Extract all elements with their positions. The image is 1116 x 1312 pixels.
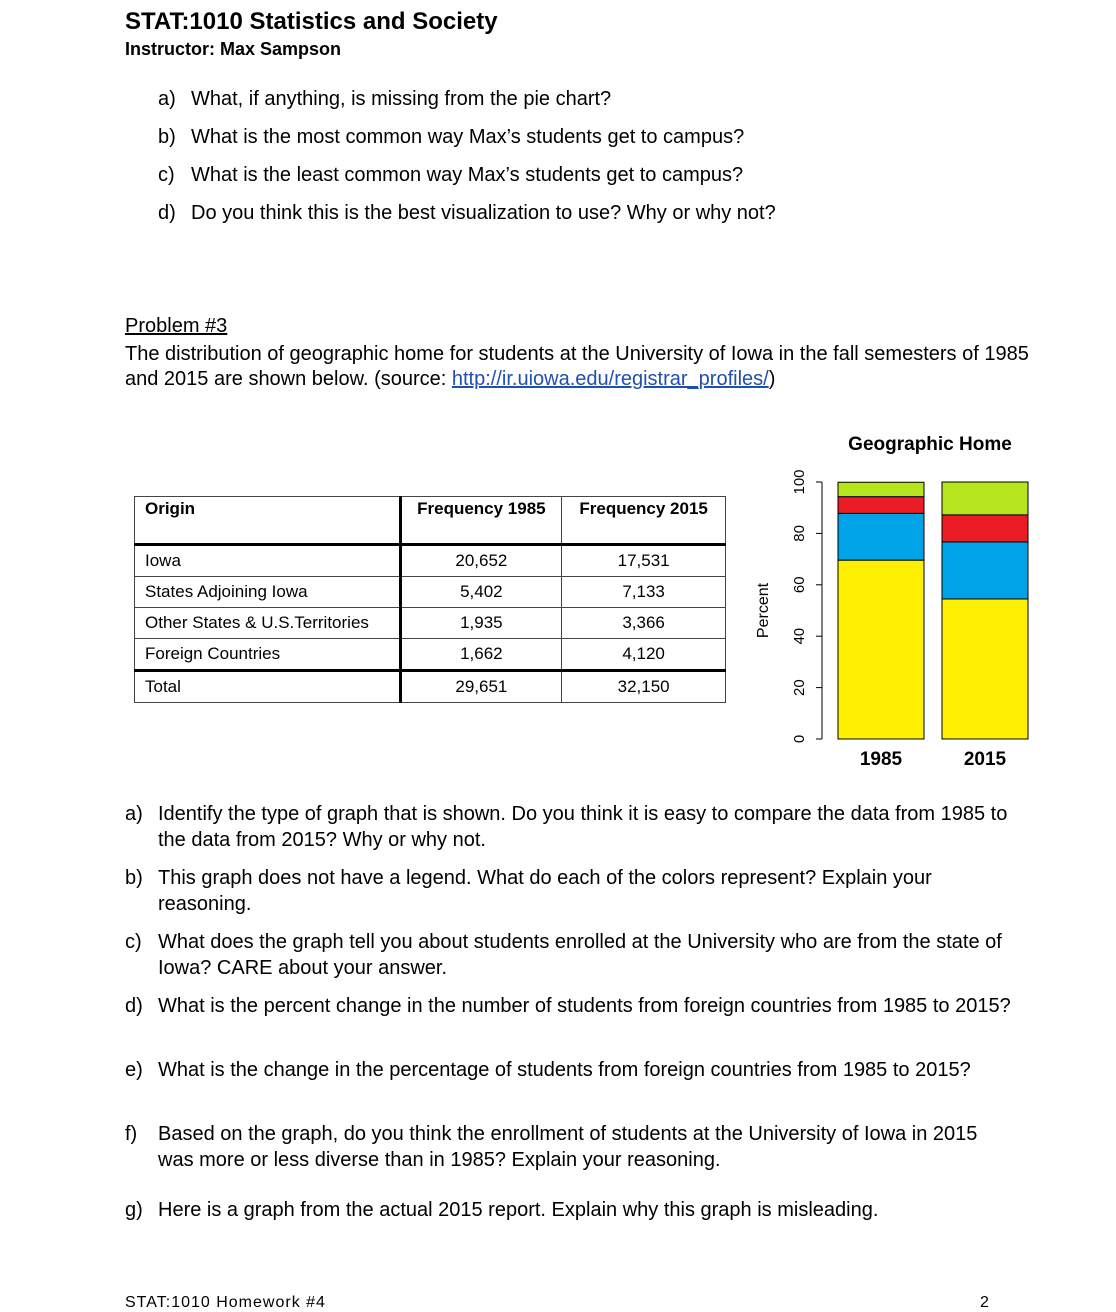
table-row: [135, 639, 726, 671]
table-header-origin: Origin: [135, 497, 401, 545]
y-tick-label: 20: [791, 679, 808, 696]
bar-segment-foreign-countries-1985: [838, 482, 924, 496]
chart-title: Geographic Home: [848, 434, 1012, 455]
table-cell-2015: 17,531: [562, 545, 726, 577]
question-label: f): [125, 1123, 138, 1145]
y-tick-label: 40: [791, 627, 808, 645]
table-cell-2015: 3,366: [562, 608, 726, 639]
problem-description: [125, 342, 1065, 392]
question-label: a): [125, 803, 143, 825]
table-cell-1985: 20,652: [400, 545, 562, 577]
bar-segment-other-states-u-s-territories-1985: [838, 497, 924, 514]
prev-question-text: What, if anything, is missing from the pie chart?: [191, 88, 612, 110]
prev-question-text: Do you think this is the best visualization to use? Why or why not?: [191, 202, 776, 224]
frequency-table: [134, 496, 726, 703]
footer-course: STAT:1010 Homework #4: [125, 1294, 326, 1311]
y-tick-label: 80: [791, 525, 808, 542]
bar-segment-foreign-countries-2015: [942, 482, 1028, 515]
page-number: 2: [980, 1294, 989, 1311]
table-row: [135, 545, 726, 577]
problem-title: Problem #3: [125, 315, 228, 337]
prev-question-label: d): [158, 202, 176, 224]
bar-segment-iowa-2015: [942, 599, 1028, 739]
y-tick-label: 100: [791, 469, 808, 495]
question-text: Based on the graph, do you think the enrollment of students at the University of Iowa in 2015 was more or less diverse than in 1985? Explain your reasoning.: [158, 1123, 978, 1171]
prev-question-text: What is the most common way Max’s students get to campus?: [191, 126, 745, 148]
table-cell-origin: Foreign Countries: [135, 639, 401, 671]
table-cell-2015: 7,133: [562, 577, 726, 608]
question-label: g): [125, 1199, 143, 1221]
course-title: STAT:1010 Statistics and Society: [125, 8, 498, 35]
table-cell-origin: Total: [135, 671, 401, 703]
table-cell-origin: Other States & U.S.Territories: [135, 608, 401, 639]
problem-description-text: The distribution of geographic home for students at the University of Iowa in the fall semesters of 1985 and 2015 are shown below. (source:: [125, 343, 1029, 390]
question-text: What is the percent change in the number of students from foreign countries from 1985 to 2015?: [158, 995, 1011, 1017]
prev-question-label: c): [158, 164, 175, 186]
question-label: b): [125, 867, 143, 889]
instructor-name: Instructor: Max Sampson: [125, 39, 342, 59]
x-category-label: 2015: [963, 749, 1007, 770]
problem-description-end: ): [768, 368, 776, 390]
table-cell-1985: 5,402: [400, 577, 562, 608]
bar-segment-other-states-u-s-territories-2015: [942, 515, 1028, 542]
table-row: [135, 577, 726, 608]
y-axis-label: Percent: [755, 582, 772, 639]
table-cell-origin: Iowa: [135, 545, 401, 577]
bar-segment-iowa-1985: [838, 560, 924, 739]
table-cell-1985: 1,662: [400, 639, 562, 671]
question-text: Here is a graph from the actual 2015 report. Explain why this graph is misleading.: [158, 1199, 879, 1221]
question-text: What is the change in the percentage of students from foreign countries from 1985 to 2015?: [158, 1059, 971, 1081]
question-text: Identify the type of graph that is shown. Do you think it is easy to compare the data from 1985 to the data from 2015? Why or why not.: [158, 803, 1008, 851]
table-cell-2015: 32,150: [562, 671, 726, 703]
prev-question-text: What is the least common way Max’s students get to campus?: [191, 164, 744, 186]
x-category-label: 1985: [859, 749, 903, 770]
question-label: d): [125, 995, 143, 1017]
bar-segment-states-adjoining-iowa-1985: [838, 513, 924, 560]
table-cell-origin: States Adjoining Iowa: [135, 577, 401, 608]
table-cell-1985: 29,651: [400, 671, 562, 703]
question-text: What does the graph tell you about students enrolled at the University who are from the state of Iowa? CARE about your answer.: [158, 931, 1002, 979]
prev-question-label: b): [158, 126, 176, 148]
table-cell-1985: 1,935: [400, 608, 562, 639]
source-link[interactable]: http://ir.uiowa.edu/registrar_profiles/: [451, 368, 769, 390]
prev-question-label: a): [158, 88, 176, 110]
question-label: c): [125, 931, 142, 953]
table-row-total: [135, 671, 726, 703]
question-label: e): [125, 1059, 143, 1081]
table-row: [135, 608, 726, 639]
stacked-bar-chart: [740, 420, 1040, 780]
bar-segment-states-adjoining-iowa-2015: [942, 542, 1028, 599]
table-cell-2015: 4,120: [562, 639, 726, 671]
y-tick-label: 60: [791, 576, 808, 594]
y-tick-label: 0: [791, 734, 808, 744]
table-header-1985: Frequency 1985: [400, 497, 562, 545]
table-header-row: [135, 497, 726, 545]
table-header-2015: Frequency 2015: [562, 497, 726, 545]
question-text: This graph does not have a legend. What do each of the colors represent? Explain your reasoning.: [158, 867, 932, 915]
